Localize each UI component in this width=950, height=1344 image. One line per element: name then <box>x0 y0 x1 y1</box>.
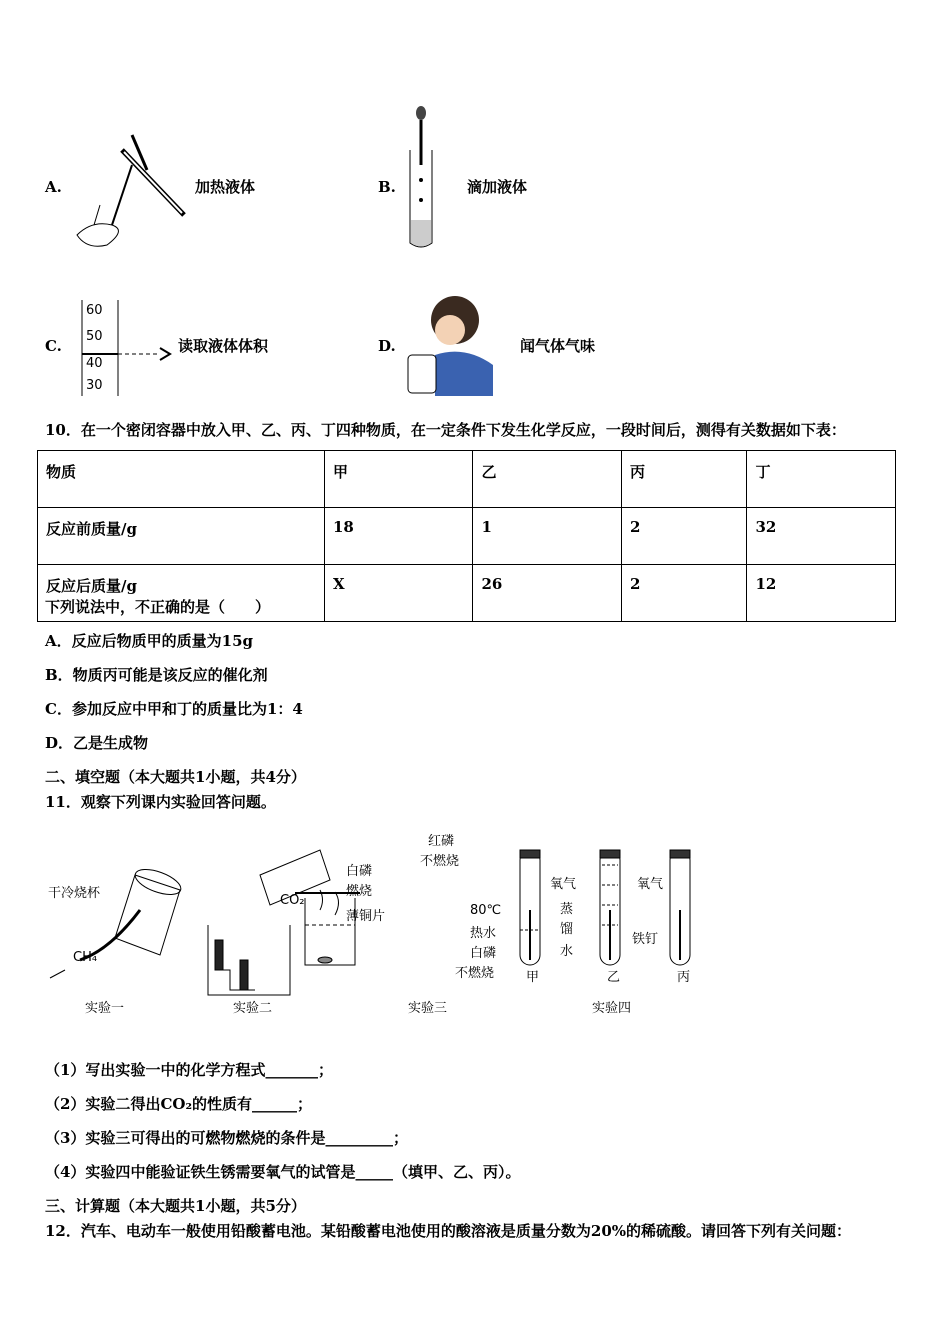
option-b-label: 滴加液体 <box>467 178 528 196</box>
q12-stem: 12．汽车、电动车一般使用铅酸蓄电池。某铅酸蓄电池使用的酸溶液是质量分数为20%的稀硫酸。请回答下列有关问题： <box>45 1222 852 1240</box>
label-oxygen-2: 氧气 <box>637 877 664 892</box>
table-cell: 12 <box>747 565 896 622</box>
dropping-liquid-figure <box>405 105 440 253</box>
label-hot-water: 热水 <box>470 926 497 941</box>
caption-exp4: 实验四 <box>592 1001 632 1016</box>
table-cell: 反应后质量/g <box>38 565 325 622</box>
choice-b: B．物质丙可能是该反应的催化剂 <box>45 666 268 684</box>
label-water-2: 馏 <box>560 922 574 937</box>
label-80c: 80℃ <box>470 903 502 918</box>
choice-c: C．参加反应中甲和丁的质量比为1：4 <box>45 700 303 718</box>
tube-label-bing: 丙 <box>677 970 691 985</box>
experiments-figure <box>30 830 730 1020</box>
table-header-row <box>38 451 896 508</box>
tick-label: 40 <box>86 356 103 371</box>
caption-exp3: 实验三 <box>408 1001 448 1016</box>
table-cell: 26 <box>473 565 621 622</box>
section-2-heading: 二、填空题（本大题共1小题，共4分） <box>45 768 306 786</box>
table-cell: 1 <box>473 508 621 565</box>
header-cell: 甲 <box>325 451 473 508</box>
label-oxygen-1: 氧气 <box>550 877 577 892</box>
q11-stem: 11．观察下列课内实验回答问题。 <box>45 793 276 811</box>
tick-label: 50 <box>86 329 103 344</box>
table-cell: 2 <box>621 565 747 622</box>
label-red-p-noburn: 不燃烧 <box>420 854 460 869</box>
choice-a: A．反应后物质甲的质量为15g <box>45 632 254 650</box>
header-cell: 丙 <box>621 451 747 508</box>
option-d-letter: D. <box>378 337 396 355</box>
table-cell: X <box>325 565 473 622</box>
label-water-3: 水 <box>560 944 574 959</box>
label-white-p: 白磷 <box>346 864 373 879</box>
table-cell: 反应前质量/g <box>38 508 325 565</box>
label-white-p-water-noburn: 不燃烧 <box>455 966 495 981</box>
choice-d: D．乙是生成物 <box>45 734 149 752</box>
option-a-letter: A. <box>45 178 62 196</box>
experiment-4-drawing <box>520 850 690 965</box>
q11-sub-2: （2）实验二得出CO₂的性质有______； <box>45 1095 313 1113</box>
q11-sub-4: （4）实验四中能验证铁生锈需要氧气的试管是_____（填甲、乙、丙）。 <box>45 1163 521 1181</box>
tick-label: 60 <box>86 303 103 318</box>
tube-label-yi: 乙 <box>607 970 621 985</box>
label-water-1: 蒸 <box>560 902 574 917</box>
label-white-p-burn: 燃烧 <box>346 884 373 899</box>
option-a-label: 加热液体 <box>195 178 256 196</box>
option-d-label: 闻气体气味 <box>520 337 596 355</box>
mass-table <box>37 450 896 622</box>
label-red-p: 红磷 <box>428 834 455 849</box>
table-cell: 32 <box>747 508 896 565</box>
header-cell: 乙 <box>473 451 621 508</box>
label-white-p-water: 白磷 <box>470 946 497 961</box>
option-c-label: 读取液体体积 <box>178 337 269 355</box>
caption-exp1: 实验一 <box>85 1001 125 1016</box>
table-row <box>38 508 896 565</box>
header-cell: 物质 <box>38 451 325 508</box>
table-cell: 2 <box>621 508 747 565</box>
table-cell: 18 <box>325 508 473 565</box>
smelling-gas-figure <box>405 290 497 396</box>
q11-sub-3: （3）实验三可得出的可燃物燃烧的条件是_________； <box>45 1129 408 1147</box>
header-cell: 丁 <box>747 451 896 508</box>
label-copper: 薄铜片 <box>346 909 386 924</box>
q10-stem: 10．在一个密闭容器中放入甲、乙、丙、丁四种物质，在一定条件下发生化学反应，一段时间后，测得有关数据如下表： <box>45 421 846 439</box>
q10-question: 下列说法中，不正确的是（ ） <box>45 598 271 616</box>
option-b-letter: B. <box>378 178 396 196</box>
label-ch4: CH₄ <box>73 950 98 965</box>
label-co2: CO₂ <box>280 893 305 908</box>
experiment-3-drawing <box>295 890 360 965</box>
q11-sub-1: （1）写出实验一中的化学方程式_______； <box>45 1061 333 1079</box>
label-dry-beaker: 干冷烧杯 <box>48 886 101 901</box>
heating-liquid-figure <box>72 130 192 252</box>
option-c-letter: C. <box>45 337 62 355</box>
section-3-heading: 三、计算题（本大题共1小题，共5分） <box>45 1197 306 1215</box>
tube-label-jia: 甲 <box>526 970 540 985</box>
experiment-2-drawing <box>208 850 330 995</box>
label-nail: 铁钉 <box>632 932 659 947</box>
caption-exp2: 实验二 <box>233 1001 273 1016</box>
tick-label: 30 <box>86 378 103 393</box>
